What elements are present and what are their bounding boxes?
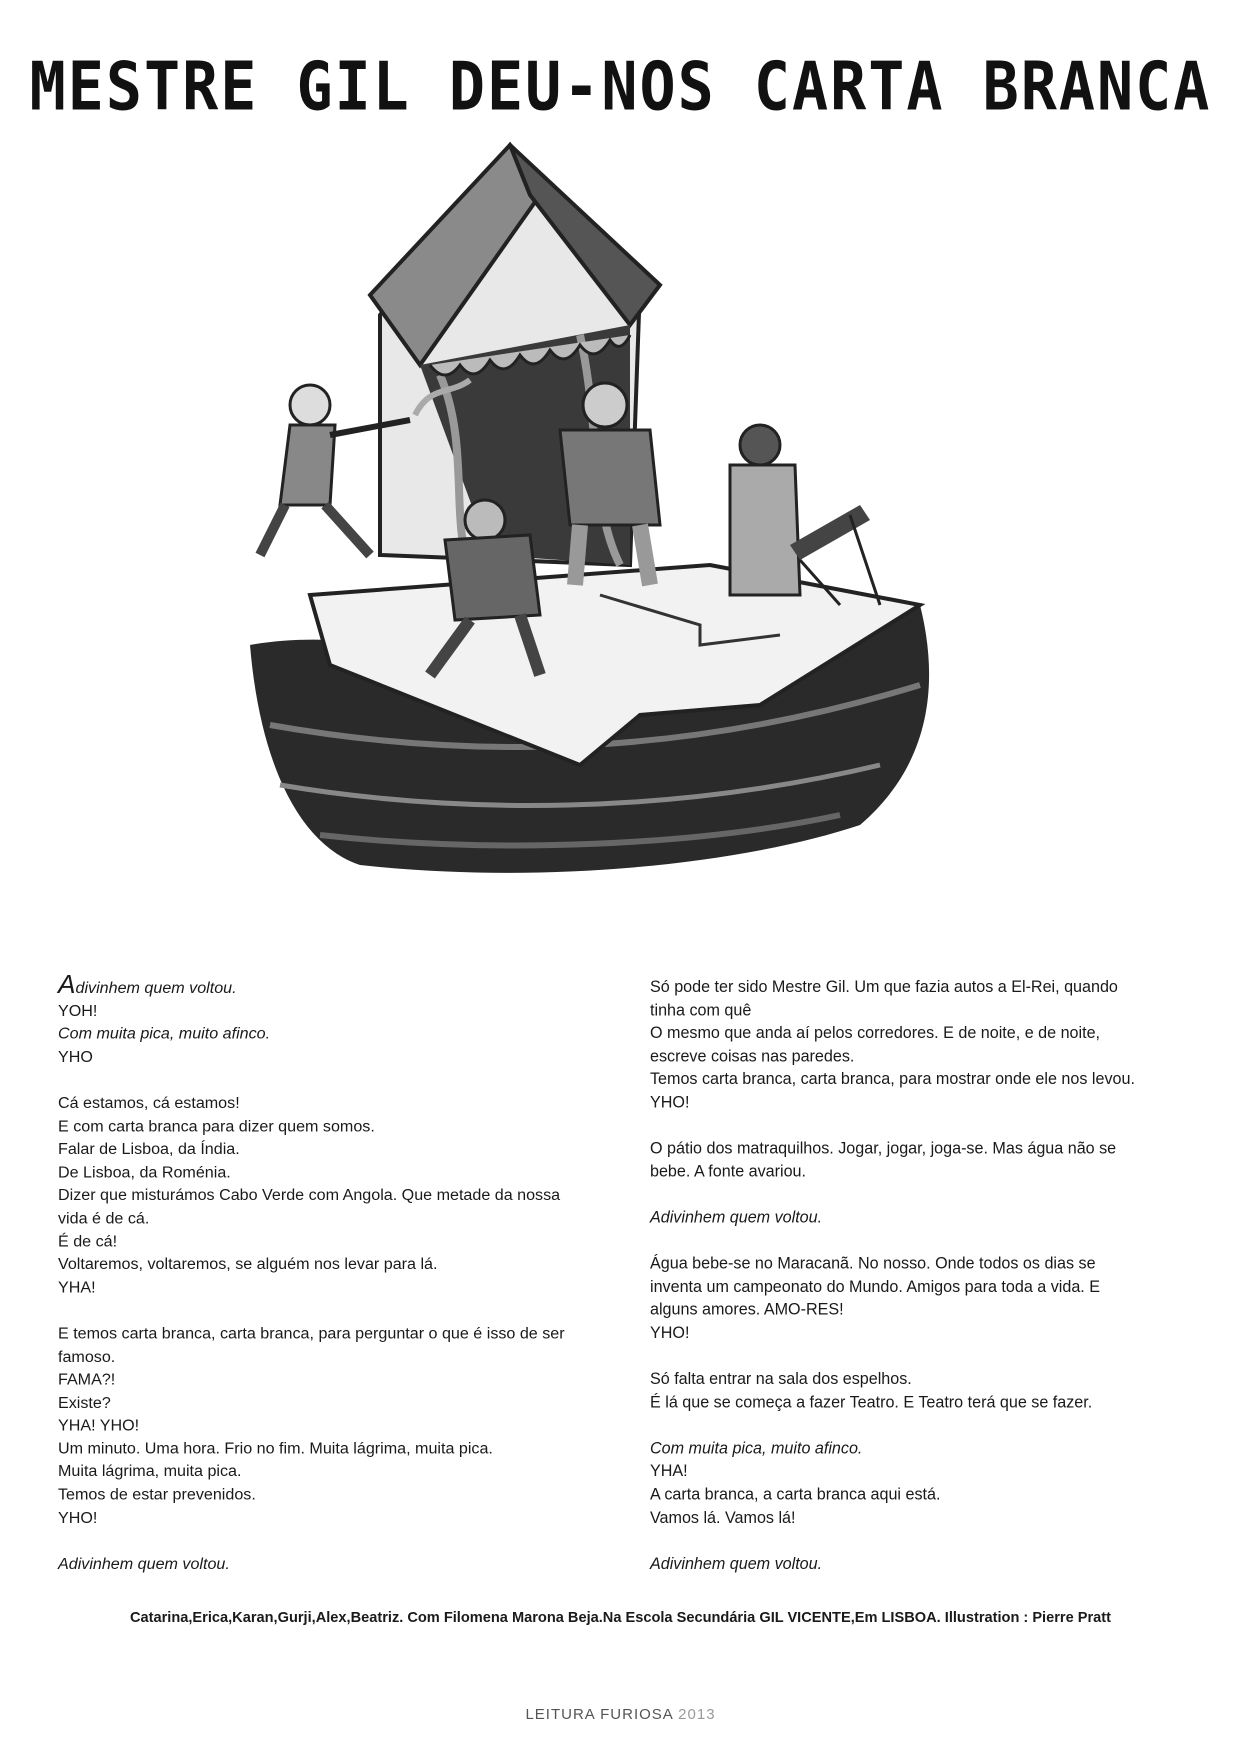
text-line: Dizer que misturámos Cabo Verde com Angola. Que metade da nossa vida é de cá. bbox=[58, 1185, 561, 1227]
text-line: YHO! bbox=[650, 1092, 690, 1112]
opening-line-text: divinhem quem voltou. bbox=[75, 977, 237, 997]
theatre-stage-illustration-icon bbox=[240, 125, 1000, 975]
text-line: Só falta entrar na sala dos espelhos. bbox=[650, 1369, 912, 1388]
text-line: Água bebe-se no Maracanã. No nosso. Onde todos os dias se inventa um campeonato do Mundo. Amigos para toda a vida. E alguns amores. AMO-RES! bbox=[650, 1253, 1101, 1319]
text-line: É lá que se começa a fazer Teatro. E Teatro terá que se fazer. bbox=[650, 1392, 1093, 1411]
text-line: YOH! bbox=[58, 1000, 98, 1020]
text-line: É de cá! bbox=[58, 1231, 118, 1250]
credits-line: Catarina,Erica,Karan,Gurji,Alex,Beatriz. Com Filomena Marona Beja.Na Escola Secundária GIL VICENTE,Em LISBOA. Illustration : Pierre Pratt bbox=[129, 1610, 1112, 1626]
left-paragraph-2 bbox=[58, 1091, 571, 1298]
text-line: Voltaremos, voltaremos, se alguém nos levar para lá. bbox=[58, 1254, 438, 1274]
left-paragraph-4 bbox=[58, 1552, 571, 1575]
text-line: YHA! bbox=[58, 1277, 96, 1297]
text-line: YHO! bbox=[650, 1323, 690, 1342]
text-line: YHO bbox=[58, 1046, 93, 1066]
right-paragraph-4 bbox=[650, 1252, 1151, 1344]
left-paragraph-1 bbox=[58, 969, 571, 1068]
right-paragraph-2 bbox=[650, 1137, 1151, 1183]
left-paragraph-3 bbox=[58, 1322, 571, 1529]
text-line: Um minuto. Uma hora. Frio no fim. Muita lágrima, muita pica. bbox=[58, 1438, 493, 1458]
text-line: E temos carta branca, carta branca, para perguntar o que é isso de ser famoso. bbox=[58, 1323, 565, 1366]
text-line: YHA! YHO! bbox=[58, 1415, 140, 1435]
text-line: Muita lágrima, muita pica. bbox=[58, 1461, 242, 1481]
footer-year: 2013 bbox=[678, 1706, 716, 1723]
text-line: FAMA?! bbox=[58, 1369, 116, 1389]
text-line: Com muita pica, muito afinco. bbox=[650, 1438, 863, 1458]
right-column bbox=[650, 975, 1151, 1598]
text-line: Existe? bbox=[58, 1392, 111, 1412]
text-line: Temos carta branca, carta branca, para mostrar onde ele nos levou. bbox=[650, 1069, 1135, 1088]
text-line: Adivinhem quem voltou. bbox=[650, 1207, 823, 1227]
text-line: O pátio dos matraquilhos. Jogar, jogar, joga-se. Mas água não se bebe. A fonte avariou. bbox=[650, 1138, 1117, 1181]
text-line: Adivinhem quem voltou. bbox=[58, 1553, 230, 1573]
text-line: E com carta branca para dizer quem somos. bbox=[58, 1116, 375, 1135]
text-line: YHO! bbox=[58, 1507, 98, 1527]
dropcap: A bbox=[58, 969, 76, 999]
text-line: Temos de estar prevenidos. bbox=[58, 1484, 256, 1504]
right-paragraph-1 bbox=[650, 975, 1151, 1113]
page-title: MESTRE GIL DEU-NOS CARTA BRANCA bbox=[29, 47, 1212, 127]
opening-line bbox=[58, 969, 571, 999]
footer bbox=[0, 1706, 1241, 1723]
text-line: Só pode ter sido Mestre Gil. Um que fazia autos a El-Rei, quando tinha com quê bbox=[650, 976, 1118, 1019]
text-line: Adivinhem quem voltou. bbox=[650, 1553, 823, 1573]
text-line: Falar de Lisboa, da Índia. bbox=[58, 1139, 240, 1158]
footer-name: LEITURA FURIOSA bbox=[525, 1706, 673, 1723]
text-line: Vamos lá. Vamos lá! bbox=[650, 1507, 796, 1527]
right-paragraph-7 bbox=[650, 1552, 1151, 1575]
text-line: Com muita pica, muito afinco. bbox=[58, 1023, 271, 1043]
left-column bbox=[58, 969, 571, 1598]
figure-keyboard-player bbox=[730, 425, 880, 605]
text-line: YHA! bbox=[650, 1461, 688, 1481]
text-line: De Lisboa, da Roménia. bbox=[58, 1162, 231, 1181]
text-line: A carta branca, a carta branca aqui está. bbox=[650, 1484, 941, 1504]
text-line: Cá estamos, cá estamos! bbox=[58, 1093, 240, 1112]
right-paragraph-5 bbox=[650, 1367, 1151, 1413]
right-paragraph-3 bbox=[650, 1206, 1151, 1229]
right-paragraph-6 bbox=[650, 1437, 1151, 1529]
text-line: O mesmo que anda aí pelos corredores. E de noite, e de noite, escreve coisas nas paredes. bbox=[650, 1023, 1101, 1065]
